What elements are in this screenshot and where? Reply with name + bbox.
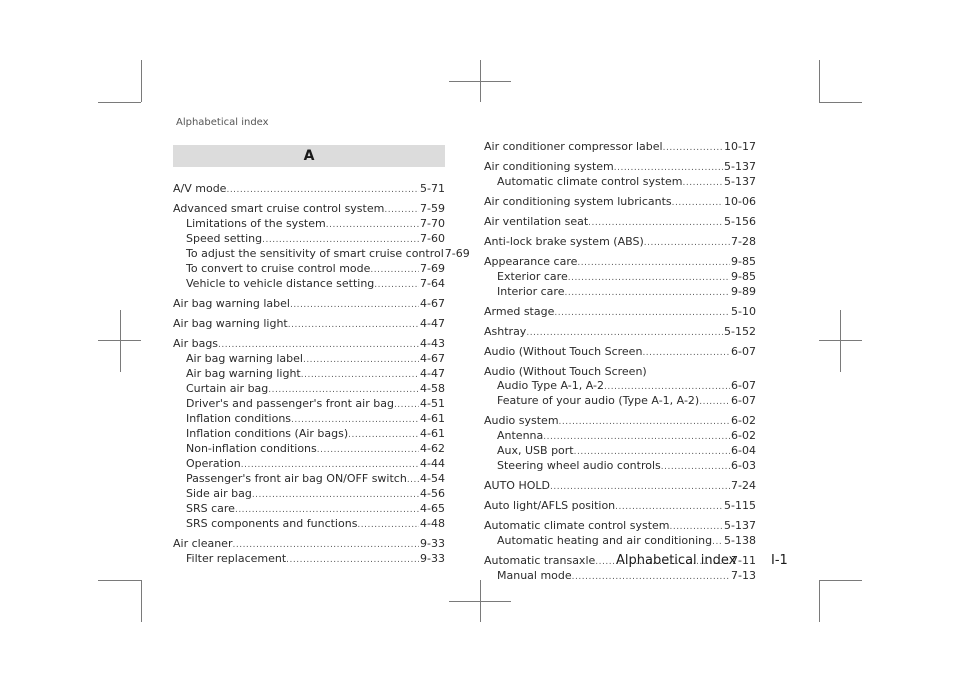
entry-page: 6-07: [731, 345, 756, 358]
dot-leader: [644, 236, 730, 250]
dot-leader: [661, 460, 730, 474]
index-entry: [173, 182, 445, 197]
entry-text: To adjust the sensitivity of smart cruise control: [186, 247, 444, 260]
dot-leader: [252, 488, 419, 502]
index-entry: [484, 195, 756, 210]
entry-page: 6-02: [731, 414, 756, 427]
entry-text: Curtain air bag: [186, 382, 269, 395]
entry-text: Filter replacement: [186, 552, 287, 565]
entry-text: Inflation conditions: [186, 412, 292, 425]
index-entry: [484, 479, 756, 494]
index-subentry: [173, 217, 445, 232]
dot-leader: [384, 203, 419, 217]
index-subentry: [484, 379, 756, 394]
index-entry: [484, 325, 756, 340]
index-entry: [484, 305, 756, 320]
index-subentry: [173, 457, 445, 472]
index-entry: [173, 537, 445, 552]
entry-text: Vehicle to vehicle distance setting: [186, 277, 375, 290]
index-entry: [173, 202, 445, 217]
index-subentry: [173, 412, 445, 427]
index-subentry: [173, 352, 445, 367]
dot-leader: [526, 326, 723, 340]
dot-leader: [577, 256, 730, 270]
index-subentry: [173, 247, 470, 262]
entry-page: 4-56: [420, 487, 445, 500]
dot-leader: [232, 538, 419, 552]
index-subentry: [173, 232, 445, 247]
entry-page: 4-65: [420, 502, 445, 515]
entry-page: 5-115: [724, 499, 756, 512]
entry-text: Exterior care: [497, 270, 568, 283]
entry-text: Automatic transaxle: [484, 554, 596, 567]
dot-leader: [568, 271, 730, 285]
index-subentry: [484, 285, 756, 300]
entry-page: 4-44: [420, 457, 445, 470]
index-column-left: [173, 145, 470, 567]
dot-leader: [303, 353, 419, 367]
index-subentry: [173, 262, 445, 277]
index-entry: [484, 140, 756, 155]
entry-text: Limitations of the system: [186, 217, 326, 230]
index-entry: [173, 297, 445, 312]
entry-page: 6-03: [731, 459, 756, 472]
entry-text: Aux, USB port: [497, 444, 574, 457]
entry-page: 9-33: [420, 552, 445, 565]
entry-page: 6-04: [731, 444, 756, 457]
entry-page: 4-67: [420, 297, 445, 310]
entry-page: 7-60: [420, 232, 445, 245]
dot-leader: [574, 445, 730, 459]
entry-text: Air bag warning light: [186, 367, 301, 380]
index-subentry: [484, 569, 756, 584]
entry-text: Air bag warning label: [186, 352, 303, 365]
dot-leader: [564, 286, 730, 300]
entry-page: 5-10: [731, 305, 756, 318]
index-entry: [484, 345, 756, 360]
entry-page: 7-13: [731, 569, 756, 582]
dot-leader: [670, 520, 724, 534]
entry-page: 4-58: [420, 382, 445, 395]
entry-text: Automatic climate control system: [497, 175, 683, 188]
dot-leader: [370, 263, 419, 277]
index-subentry: [484, 459, 756, 474]
entry-text: Operation: [186, 457, 241, 470]
entry-page: 6-02: [731, 429, 756, 442]
index-subentry: [484, 175, 756, 190]
entry-text: Audio system: [484, 414, 559, 427]
running-header: Alphabetical index: [176, 117, 269, 128]
dot-leader: [291, 413, 419, 427]
index-subentry: [173, 442, 445, 457]
entry-text: AUTO HOLD: [484, 479, 550, 492]
entry-text: Air conditioning system lubricants: [484, 195, 672, 208]
index-subentry: [173, 397, 445, 412]
entry-text: Anti-lock brake system (ABS): [484, 235, 644, 248]
entry-page: 4-51: [420, 397, 445, 410]
dot-leader: [394, 398, 419, 412]
entry-text: Inflation conditions (Air bags): [186, 427, 349, 440]
entry-list: [484, 140, 756, 584]
dot-leader: [407, 473, 419, 487]
dot-leader: [572, 570, 730, 584]
entry-page: 4-62: [420, 442, 445, 455]
entry-text: Air ventilation seat: [484, 215, 589, 228]
entry-page: 4-47: [420, 367, 445, 380]
dot-leader: [559, 415, 731, 429]
dot-leader: [554, 306, 730, 320]
dot-leader: [699, 395, 730, 409]
index-subentry: [484, 394, 756, 409]
entry-text: Armed stage: [484, 305, 555, 318]
index-subentry: [484, 534, 756, 549]
entry-text: Manual mode: [497, 569, 572, 582]
entry-page: 10-17: [724, 140, 756, 153]
dot-leader: [317, 443, 419, 457]
index-entry: [484, 499, 756, 514]
index-entry: [484, 414, 756, 429]
dot-leader: [550, 480, 730, 494]
entry-page: 7-24: [731, 479, 756, 492]
entry-text: SRS components and functions: [186, 517, 358, 530]
dot-leader: [226, 183, 419, 197]
entry-text: A/V mode: [173, 182, 227, 195]
entry-text: Ashtray: [484, 325, 527, 338]
dot-leader: [348, 428, 419, 442]
index-entry: [484, 519, 756, 534]
entry-list: [173, 182, 470, 567]
entry-text: Air cleaner: [173, 537, 233, 550]
dot-leader: [712, 535, 723, 549]
entry-page: 7-64: [420, 277, 445, 290]
entry-page: 5-137: [724, 160, 756, 173]
entry-text: Air conditioning system: [484, 160, 614, 173]
dot-leader: [262, 233, 419, 247]
entry-page: 7-28: [731, 235, 756, 248]
entry-text: Audio Type A-1, A-2: [497, 379, 605, 392]
index-subentry: [173, 502, 445, 517]
entry-page: 6-07: [731, 379, 756, 392]
index-subentry: [173, 552, 445, 567]
entry-page: 4-48: [420, 517, 445, 530]
entry-page: 4-61: [420, 427, 445, 440]
dot-leader: [615, 500, 723, 514]
index-subentry: [173, 427, 445, 442]
index-subentry: [484, 270, 756, 285]
dot-leader: [301, 368, 419, 382]
entry-page: 4-54: [420, 472, 445, 485]
entry-text: Speed setting: [186, 232, 263, 245]
entry-page: 9-85: [731, 255, 756, 268]
entry-page: 5-71: [420, 182, 445, 195]
dot-leader: [642, 346, 730, 360]
entry-text: Side air bag: [186, 487, 252, 500]
dot-leader: [614, 161, 723, 175]
index-subentry: [173, 277, 445, 292]
entry-text: Air conditioner compressor label: [484, 140, 663, 153]
dot-leader: [268, 383, 419, 397]
index-subentry: [173, 367, 445, 382]
entry-text: Non-inflation conditions: [186, 442, 317, 455]
entry-page: 4-43: [420, 337, 445, 350]
dot-leader: [218, 338, 419, 352]
entry-page: 9-85: [731, 270, 756, 283]
index-subentry: [173, 517, 445, 532]
entry-text: Air bag warning light: [173, 317, 288, 330]
entry-page: 5-156: [724, 215, 756, 228]
index-entry: [173, 317, 445, 332]
entry-text: Antenna: [497, 429, 544, 442]
dot-leader: [235, 503, 419, 517]
entry-text: Feature of your audio (Type A-1, A-2): [497, 394, 700, 407]
entry-text: Audio (Without Touch Screen): [484, 365, 647, 378]
dot-leader: [290, 298, 419, 312]
entry-page: 7-69: [444, 247, 470, 260]
entry-page: 4-47: [420, 317, 445, 330]
entry-text: Audio (Without Touch Screen: [484, 345, 643, 358]
entry-page: 6-07: [731, 394, 756, 407]
index-entry: [484, 160, 756, 175]
dot-leader: [683, 176, 724, 190]
entry-text: SRS care: [186, 502, 235, 515]
dot-leader: [286, 553, 419, 567]
index-entry: [484, 365, 756, 379]
entry-text: Driver's and passenger's front air bag: [186, 397, 394, 410]
entry-page: 7-69: [420, 262, 445, 275]
dot-leader: [543, 430, 730, 444]
entry-page: 7-11: [731, 554, 756, 567]
dot-leader: [588, 216, 723, 230]
entry-text: Auto light/AFLS position: [484, 499, 616, 512]
entry-text: Advanced smart cruise control system: [173, 202, 385, 215]
dot-leader: [288, 318, 419, 332]
dot-leader: [672, 196, 723, 210]
entry-page: 5-138: [724, 534, 756, 547]
entry-text: Air bag warning label: [173, 297, 290, 310]
letter-heading: A: [173, 145, 445, 167]
dot-leader: [663, 141, 723, 155]
dot-leader: [357, 518, 419, 532]
index-entry: [173, 337, 445, 352]
entry-text: Steering wheel audio controls: [497, 459, 661, 472]
index-column-right: [484, 140, 756, 584]
entry-page: 5-152: [724, 325, 756, 338]
index-subentry: [173, 472, 445, 487]
entry-page: 4-61: [420, 412, 445, 425]
entry-text: Interior care: [497, 285, 565, 298]
entry-text: Appearance care: [484, 255, 578, 268]
entry-page: 7-70: [420, 217, 445, 230]
entry-text: Air bags: [173, 337, 219, 350]
entry-page: 7-59: [420, 202, 445, 215]
dot-leader: [374, 278, 419, 292]
dot-leader: [604, 380, 730, 394]
footer-section-title: Alphabetical index: [616, 553, 737, 568]
entry-page: 10-06: [724, 195, 756, 208]
dot-leader: [241, 458, 419, 472]
index-entry: [484, 215, 756, 230]
entry-page: 9-33: [420, 537, 445, 550]
page-number: I-1: [771, 553, 788, 568]
entry-text: To convert to cruise control mode: [186, 262, 371, 275]
entry-page: 4-67: [420, 352, 445, 365]
index-subentry: [484, 444, 756, 459]
index-entry: [484, 235, 756, 250]
entry-text: Passenger's front air bag ON/OFF switch: [186, 472, 407, 485]
index-subentry: [173, 382, 445, 397]
entry-page: 5-137: [724, 175, 756, 188]
entry-page: 5-137: [724, 519, 756, 532]
entry-text: Automatic heating and air conditioning: [497, 534, 713, 547]
dot-leader: [326, 218, 419, 232]
index-subentry: [484, 429, 756, 444]
index-entry: [484, 255, 756, 270]
entry-text: Automatic climate control system: [484, 519, 670, 532]
entry-page: 9-89: [731, 285, 756, 298]
index-subentry: [173, 487, 445, 502]
